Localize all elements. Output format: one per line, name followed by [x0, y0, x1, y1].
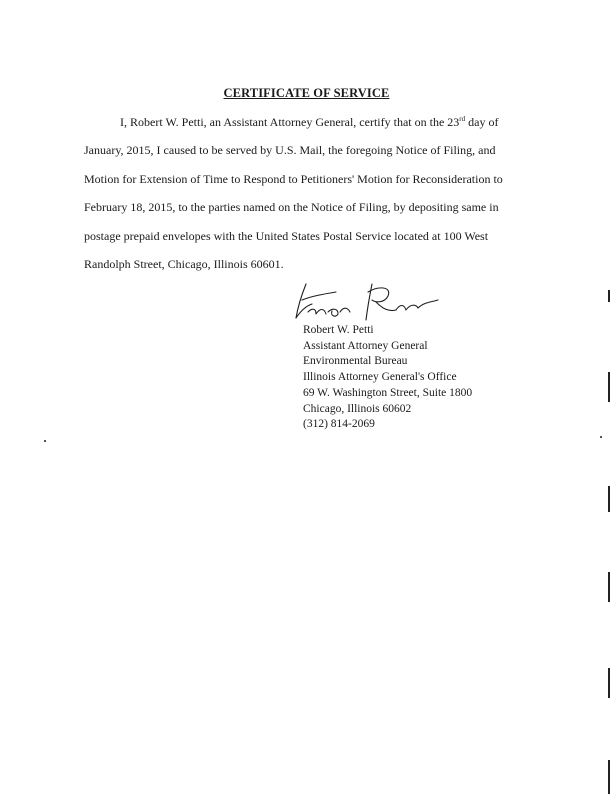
signer-address: 69 W. Washington Street, Suite 1800: [303, 386, 473, 399]
document-title: CERTIFICATE OF SERVICE: [223, 86, 390, 100]
certificate-body: [84, 108, 524, 278]
ordinal-suffix: rd: [459, 115, 466, 123]
scan-speck: [44, 440, 46, 442]
scan-edge-mark: [608, 668, 610, 698]
scan-edge-mark: [608, 572, 610, 602]
signer-city: Chicago, Illinois 60602: [303, 402, 412, 415]
signer-name: Robert W. Petti: [303, 324, 374, 336]
paragraph-before-ordinal: I, Robert W. Petti, an Assistant Attorney General, certify that on the 23: [120, 115, 460, 129]
scan-speck: [600, 436, 602, 438]
signer-position: Assistant Attorney General: [303, 339, 428, 352]
scan-edge-mark: [608, 290, 610, 302]
scan-edge-mark: [608, 760, 610, 794]
scan-edge-mark: [608, 486, 610, 512]
signer-phone: (312) 814-2069: [303, 418, 375, 431]
certificate-paragraph: [84, 108, 524, 278]
paragraph-after-ordinal: day of January, 2015, I caused to be served by U.S. Mail, the foregoing Notice of Filing, and Motion for Extension of Time to Respond to Petitioners' Motion for Reconsideration to February 18, 2015, to the parties named on the Notice of Filing, by depositing same in postage prepaid envelopes with the United States Postal Service located at 100 West Randolph Street, Chicago, Illinois 60601.: [84, 115, 503, 272]
handwritten-signature: [292, 278, 442, 326]
signer-bureau: Environmental Bureau: [303, 355, 408, 368]
signature-block: [303, 323, 472, 433]
signer-office: Illinois Attorney General's Office: [303, 371, 457, 384]
scan-edge-mark: [608, 372, 610, 402]
